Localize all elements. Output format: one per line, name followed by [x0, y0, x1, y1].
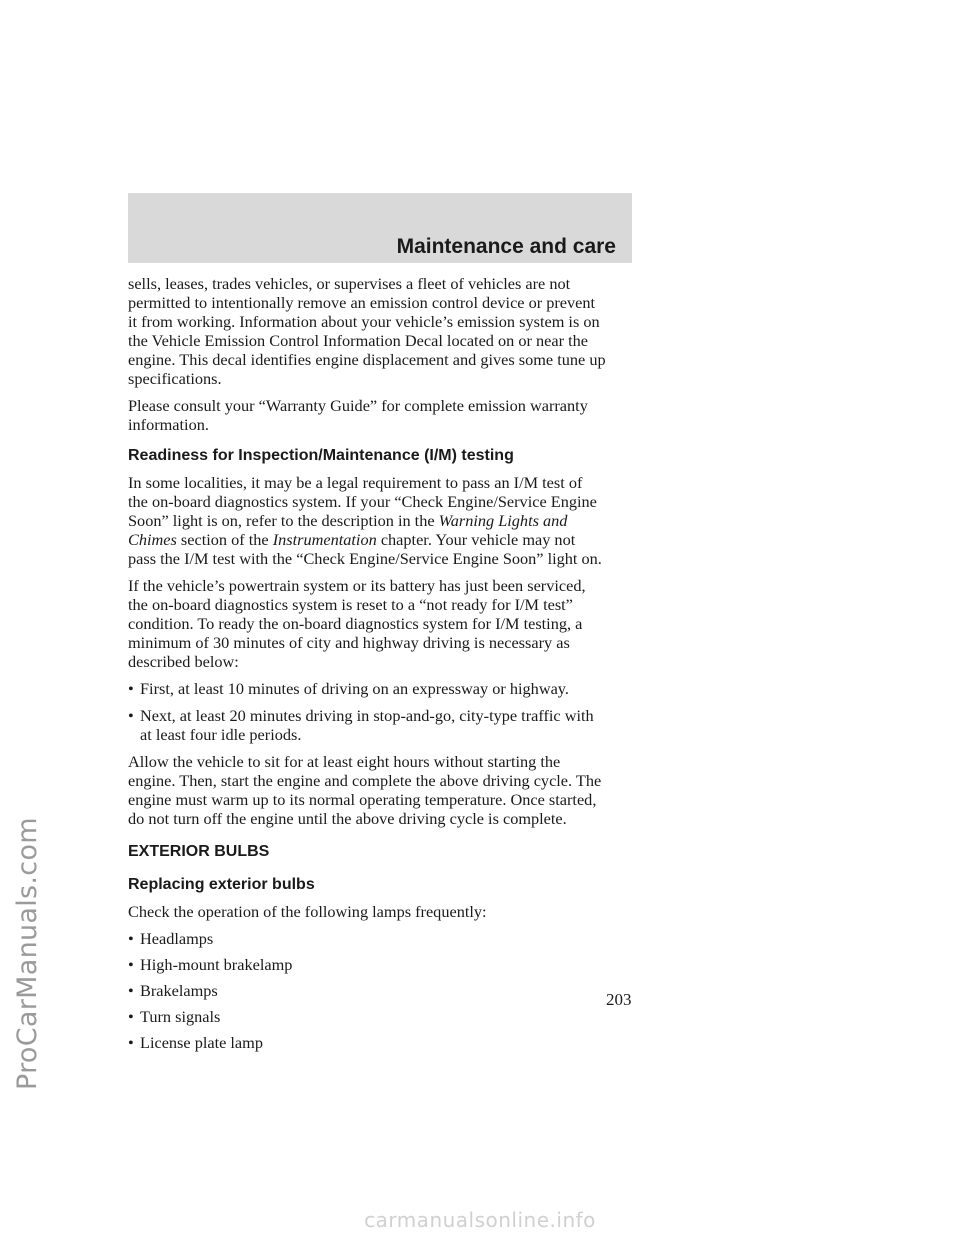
lamp-list — [128, 929, 638, 1052]
list-item: • Turn signals — [128, 1007, 221, 1026]
heading-readiness: Readiness for Inspection/Maintenance (I/M) testing — [128, 447, 514, 464]
paragraph-check-lamps: Check the operation of the following lamps frequently: — [128, 902, 487, 921]
bullet-icon: • — [128, 929, 134, 948]
bullet-icon: • — [128, 981, 134, 1000]
list-item: • High-mount brakelamp — [128, 955, 293, 974]
side-watermark: ProCarManuals.com — [12, 817, 43, 1090]
paragraph-im-test: In some localities, it may be a legal requirement to pass an I/M test of the on-board diagnostics system. If your “Check Engine/Service Engine Soon” light is on, refer to the description in the Warning Lights and Chimes section of the Instrumentation chapter. Your vehicle may not pass the I/M test with the “Check Engine/Service Engine Soon” light on. — [128, 473, 602, 568]
paragraph-powertrain: If the vehicle’s powertrain system or its battery has just been serviced, the on-board diagnostics system is reset to a “not ready for I/M test” condition. To ready the on-board diagnostics system for I/M testing, a minimum of 30 minutes of city and highway driving is necessary as described below: — [128, 576, 586, 671]
paragraph-emission-intro: sells, leases, trades vehicles, or supervises a fleet of vehicles are not permitted to intentionally remove an emission control device or prevent it from working. Information about your vehicle’s emission system is on the Vehicle Emission Control Information Decal located on or near the engine. This decal identifies engine displacement and gives some tune up specifications. — [128, 274, 606, 388]
section-title: Maintenance and care — [396, 235, 616, 258]
heading-replacing-bulbs: Replacing exterior bulbs — [128, 876, 315, 893]
bullet-icon: • — [128, 955, 134, 974]
heading-exterior-bulbs: EXTERIOR BULBS — [128, 843, 270, 860]
list-item: • Brakelamps — [128, 981, 218, 1000]
page-body — [128, 274, 638, 1059]
footer-watermark: carmanualsonline.info — [364, 1208, 596, 1232]
paragraph-drive-cycle: Allow the vehicle to sit for at least eight hours without starting the engine. Then, start the engine and complete the above driving cycle. The engine must warm up to its normal operating temperature. Once started, do not turn off the engine until the above driving cycle is complete. — [128, 752, 602, 828]
ref-instrumentation: Instrumentation — [272, 530, 377, 549]
bullet-icon: • — [128, 706, 134, 725]
list-item: • License plate lamp — [128, 1033, 263, 1052]
page-number: 203 — [606, 990, 632, 1009]
bullet-icon: • — [128, 679, 134, 698]
bullet-icon: • — [128, 1033, 134, 1052]
ref-warning-lights: Warning Lights and — [438, 511, 568, 530]
ref-chimes: Chimes — [128, 530, 177, 549]
section-header-band — [128, 193, 632, 263]
bullet-icon: • — [128, 1007, 134, 1026]
list-item: • Headlamps — [128, 929, 214, 948]
paragraph-warranty: Please consult your “Warranty Guide” for complete emission warranty information. — [128, 396, 588, 434]
list-item: • First, at least 10 minutes of driving on an expressway or highway. — [128, 679, 569, 698]
list-item: • Next, at least 20 minutes driving in stop-and-go, city-type traffic with at least four idle periods. — [128, 706, 594, 744]
